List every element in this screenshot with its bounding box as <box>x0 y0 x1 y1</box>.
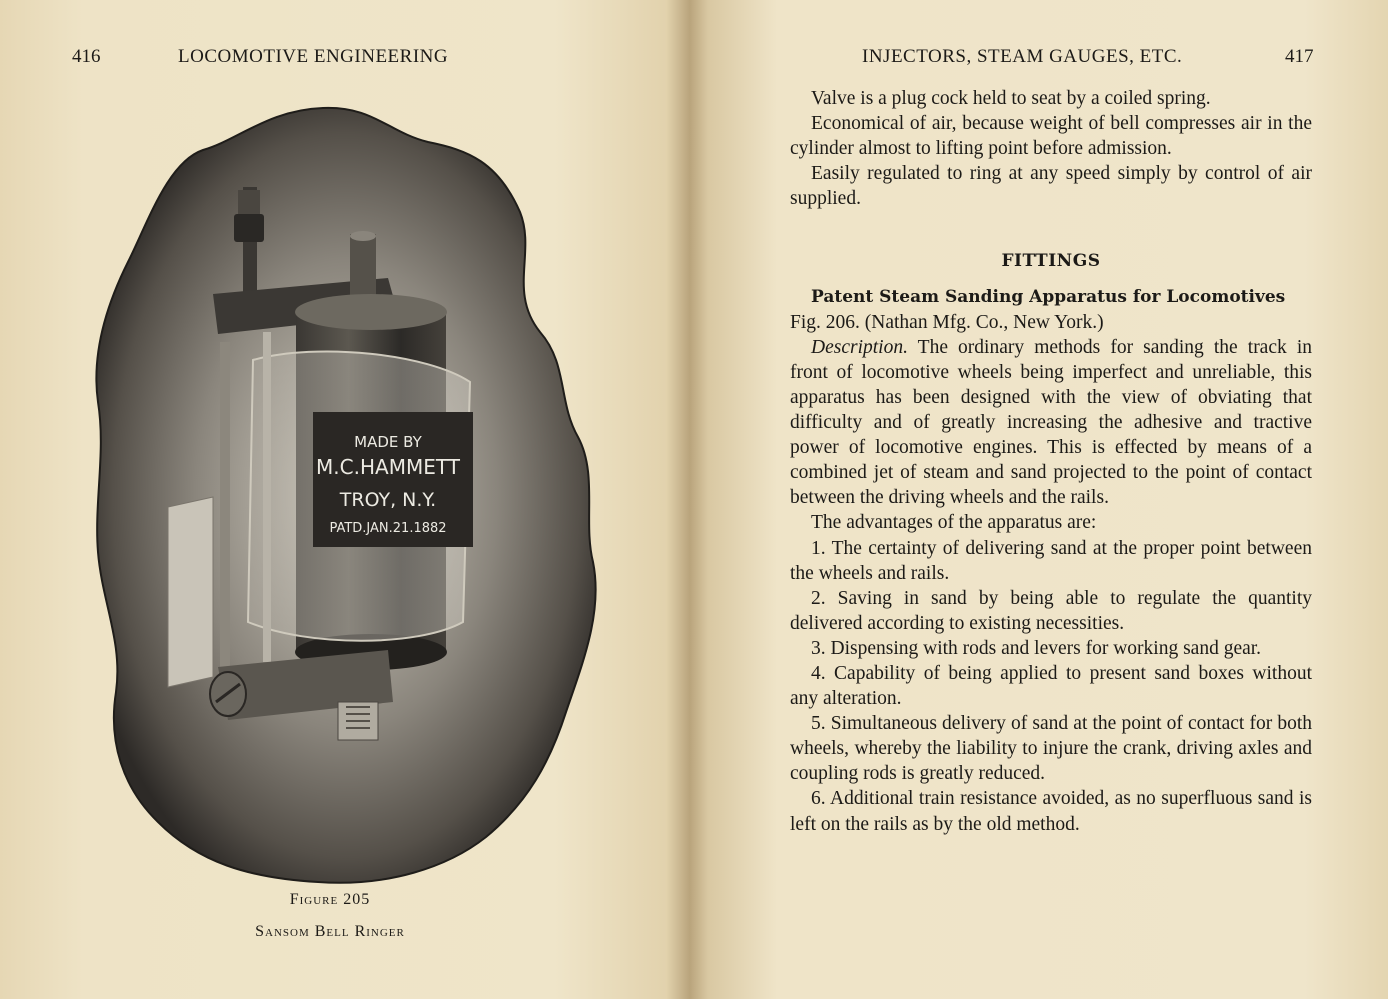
plate-line-4: PATD.JAN.21.1882 <box>329 521 447 536</box>
running-head-left: LOCOMOTIVE ENGINEERING <box>178 46 449 67</box>
advantage-item: 5. Simultaneous delivery of sand at the point of contact for both wheels, whereby the liability to injure the crank, driving axles and coupling rods is greatly reduced. <box>790 713 1312 785</box>
right-page <box>700 0 1388 999</box>
left-page <box>0 0 690 999</box>
advantages-intro: The advantages of the apparatus are: <box>811 512 1097 534</box>
plate-line-3: TROY, N.Y. <box>339 489 437 511</box>
section-heading: FITTINGS <box>1001 251 1101 272</box>
description-paragraph <box>790 335 1312 511</box>
figure-205-illustration <box>88 102 604 886</box>
description-text: The ordinary methods for sanding the track in front of locomotive wheels being imperfect and unreliable, this apparatus has been designed with the view of obviating that difficulty and of greatly increasing the adhesive and tractive power of locomotive engines. This is effected by means of a combined jet of steam and sand projected to the point of contact between the driving wheels and the rails. <box>790 336 1312 509</box>
advantage-item: 4. Capability of being applied to present sand boxes without any alteration. <box>790 662 1312 710</box>
running-head-right: INJECTORS, STEAM GAUGES, ETC. <box>862 46 1183 67</box>
advantage-item: 1. The certainty of delivering sand at the proper point between the wheels and rails. <box>790 537 1312 584</box>
figure-label: Figure 205 <box>289 891 371 908</box>
description-label: Description. <box>811 336 908 358</box>
article-title: Patent Steam Sanding Apparatus for Locomotives <box>811 286 1286 307</box>
article-title-paragraph <box>790 284 1312 310</box>
intro-paragraph: Easily regulated to ring at any speed simply by control of air supplied. <box>790 163 1312 210</box>
advantage-item: 2. Saving in sand by being able to regulate the quantity delivered according to existing necessities. <box>790 587 1312 634</box>
plate-line-2: M.C.HAMMETT <box>316 455 460 479</box>
advantage-item: 3. Dispensing with rods and levers for working sand gear. <box>811 637 1262 659</box>
page-number-right: 417 <box>1285 46 1314 67</box>
intro-paragraph: Valve is a plug cock held to seat by a coiled spring. <box>811 88 1211 109</box>
right-page-body <box>790 86 1312 837</box>
advantage-item: 6. Additional train resistance avoided, as no superfluous sand is left on the rails as by the old method. <box>790 788 1312 835</box>
article-reference: Fig. 206. (Nathan Mfg. Co., New York.) <box>790 311 1104 333</box>
intro-paragraph: Economical of air, because weight of bell compresses air in the cylinder almost to lifting point before admission. <box>790 113 1312 160</box>
figure-title: Sansom Bell Ringer <box>255 923 405 940</box>
plate-line-1: MADE BY <box>354 433 422 451</box>
page-number-left: 416 <box>72 46 101 67</box>
